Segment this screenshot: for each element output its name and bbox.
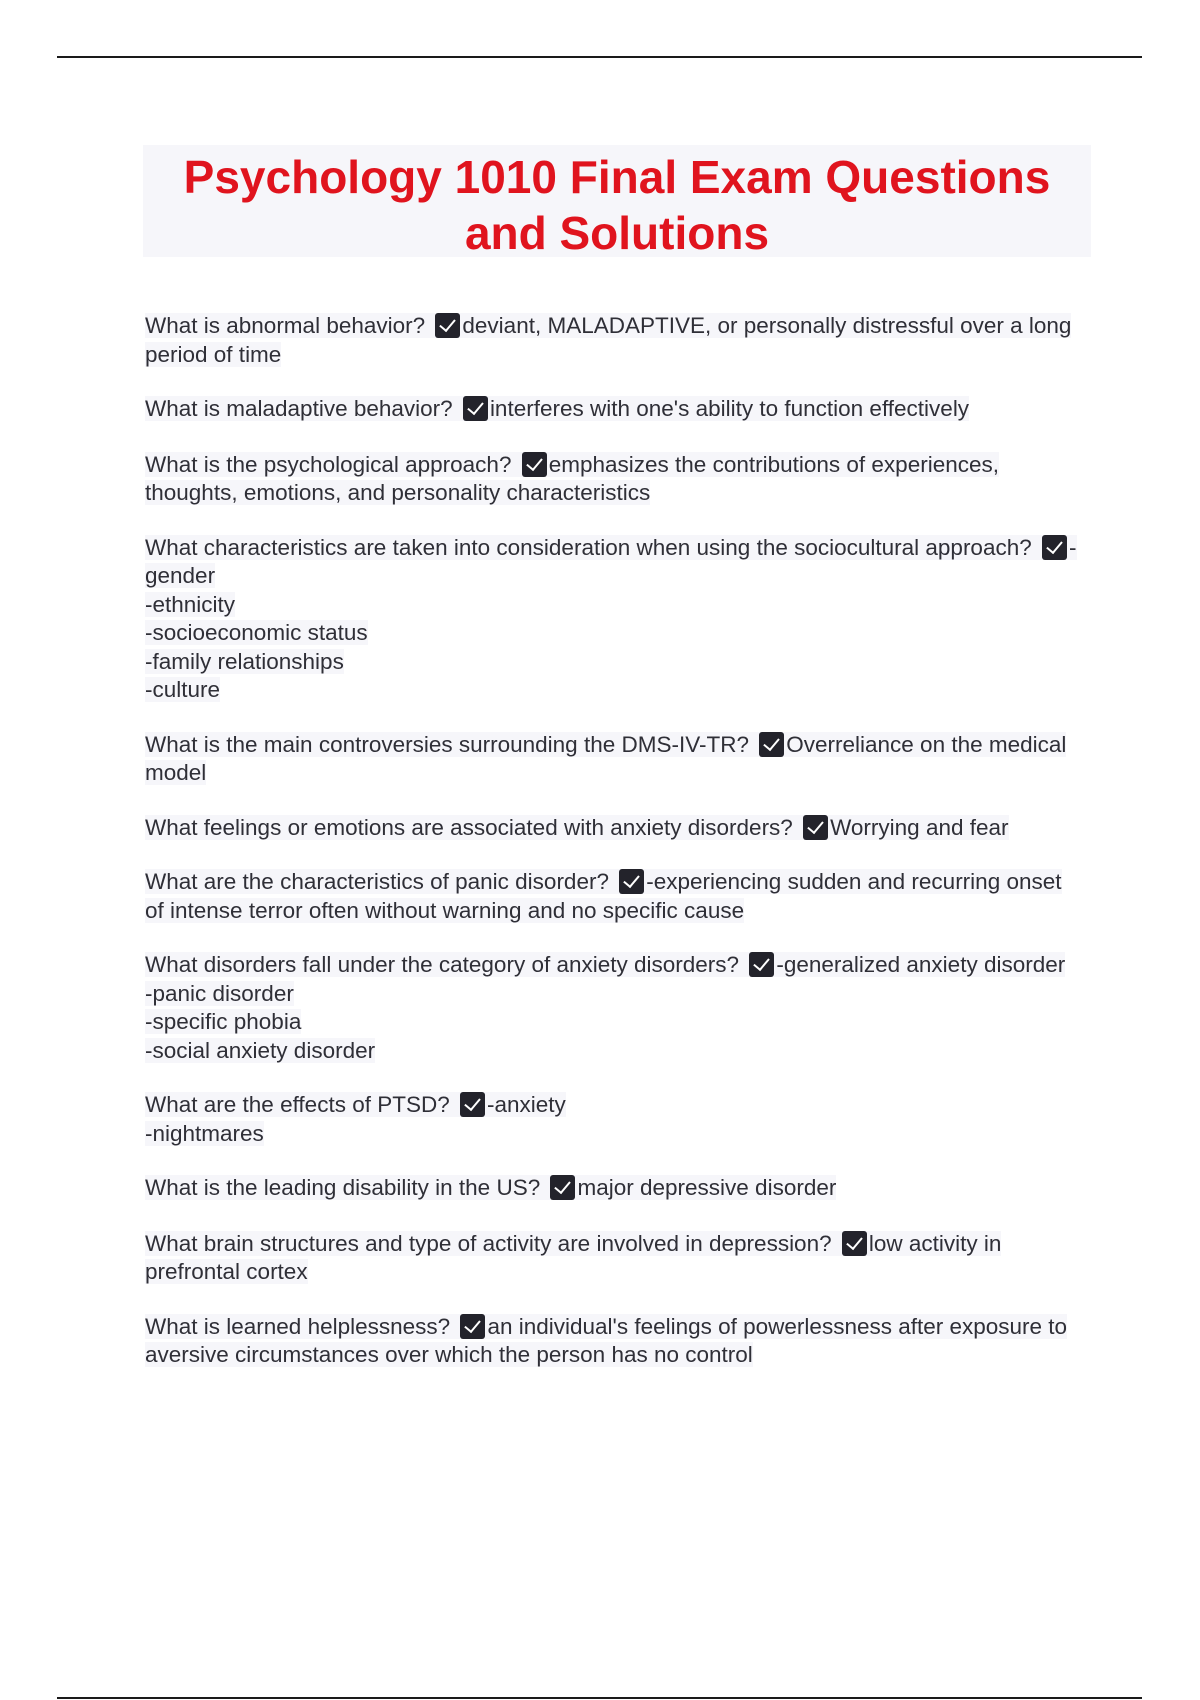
answer-text: deviant, MALADAPTIVE, or personally distressful over a long period of time — [145, 313, 1072, 367]
question-text: What are the characteristics of panic disorder? — [145, 869, 609, 894]
qa-item — [145, 1230, 1085, 1287]
qa-item — [145, 1091, 1085, 1148]
question-text: What are the effects of PTSD? — [145, 1092, 450, 1117]
footer-rule — [57, 1697, 1142, 1699]
check-box-icon — [803, 815, 828, 840]
answer-text: Overreliance on the medical model — [145, 731, 1067, 785]
check-box-icon — [749, 952, 774, 977]
qa-item — [145, 731, 1085, 788]
qa-item — [145, 451, 1085, 508]
qa-item — [145, 868, 1085, 925]
qa-item — [145, 534, 1085, 705]
question-text: What feelings or emotions are associated with anxiety disorders? — [145, 814, 793, 840]
question-text: What brain structures and type of activity are involved in depression? — [145, 1230, 832, 1256]
answer-text: major depressive disorder — [577, 1175, 837, 1200]
check-box-icon — [522, 452, 547, 477]
answer-text: -experiencing sudden and recurring onset of intense terror often without warning and no specific cause — [145, 869, 1062, 923]
answer-text: -gender -ethnicity -socioeconomic status -family relationships -culture — [145, 534, 1077, 702]
question-text: What is the psychological approach? — [145, 451, 512, 477]
answer-text: an individual's feelings of powerlessness after exposure to aversive circumstances over which the person has no control — [145, 1313, 1068, 1367]
check-box-icon — [460, 1314, 485, 1339]
qa-item — [145, 951, 1085, 1065]
check-box-icon — [460, 1092, 485, 1117]
answer-text: emphasizes the contributions of experiences, thoughts, emotions, and personality characteristics — [145, 451, 999, 505]
qa-item — [145, 395, 1085, 424]
check-box-icon — [759, 732, 784, 757]
qa-item — [145, 1174, 1085, 1203]
question-text: What is the main controversies surrounding the DMS-IV-TR? — [145, 731, 749, 757]
qa-item — [145, 1313, 1085, 1370]
question-text: What is abnormal behavior? — [145, 313, 426, 338]
question-text: What is maladaptive behavior? — [145, 396, 453, 421]
question-text: What disorders fall under the category of anxiety disorders? — [145, 952, 740, 977]
check-box-icon — [435, 313, 460, 338]
answer-text: -generalized anxiety disorder -panic disorder -specific phobia -social anxiety disorder — [145, 952, 1066, 1063]
answer-text: interferes with one's ability to function effectively — [489, 396, 970, 421]
check-box-icon — [550, 1175, 575, 1200]
check-box-icon — [1042, 535, 1067, 560]
answer-text: Worrying and fear — [830, 814, 1009, 840]
qa-list — [145, 312, 1085, 1370]
header-rule — [57, 56, 1142, 58]
answer-text: -anxiety -nightmares — [145, 1092, 566, 1146]
qa-item — [145, 814, 1085, 843]
check-box-icon — [842, 1231, 867, 1256]
title-banner — [143, 145, 1091, 257]
question-text: What characteristics are taken into consideration when using the sociocultural approach? — [145, 534, 1032, 560]
answer-text: low activity in prefrontal cortex — [145, 1230, 1002, 1284]
qa-item — [145, 312, 1085, 369]
question-text: What is learned helplessness? — [145, 1313, 451, 1339]
question-text: What is the leading disability in the US? — [145, 1175, 541, 1200]
check-box-icon — [463, 396, 488, 421]
page-title: Psychology 1010 Final Exam Questions and Solutions — [183, 151, 1051, 259]
check-box-icon — [619, 869, 644, 894]
